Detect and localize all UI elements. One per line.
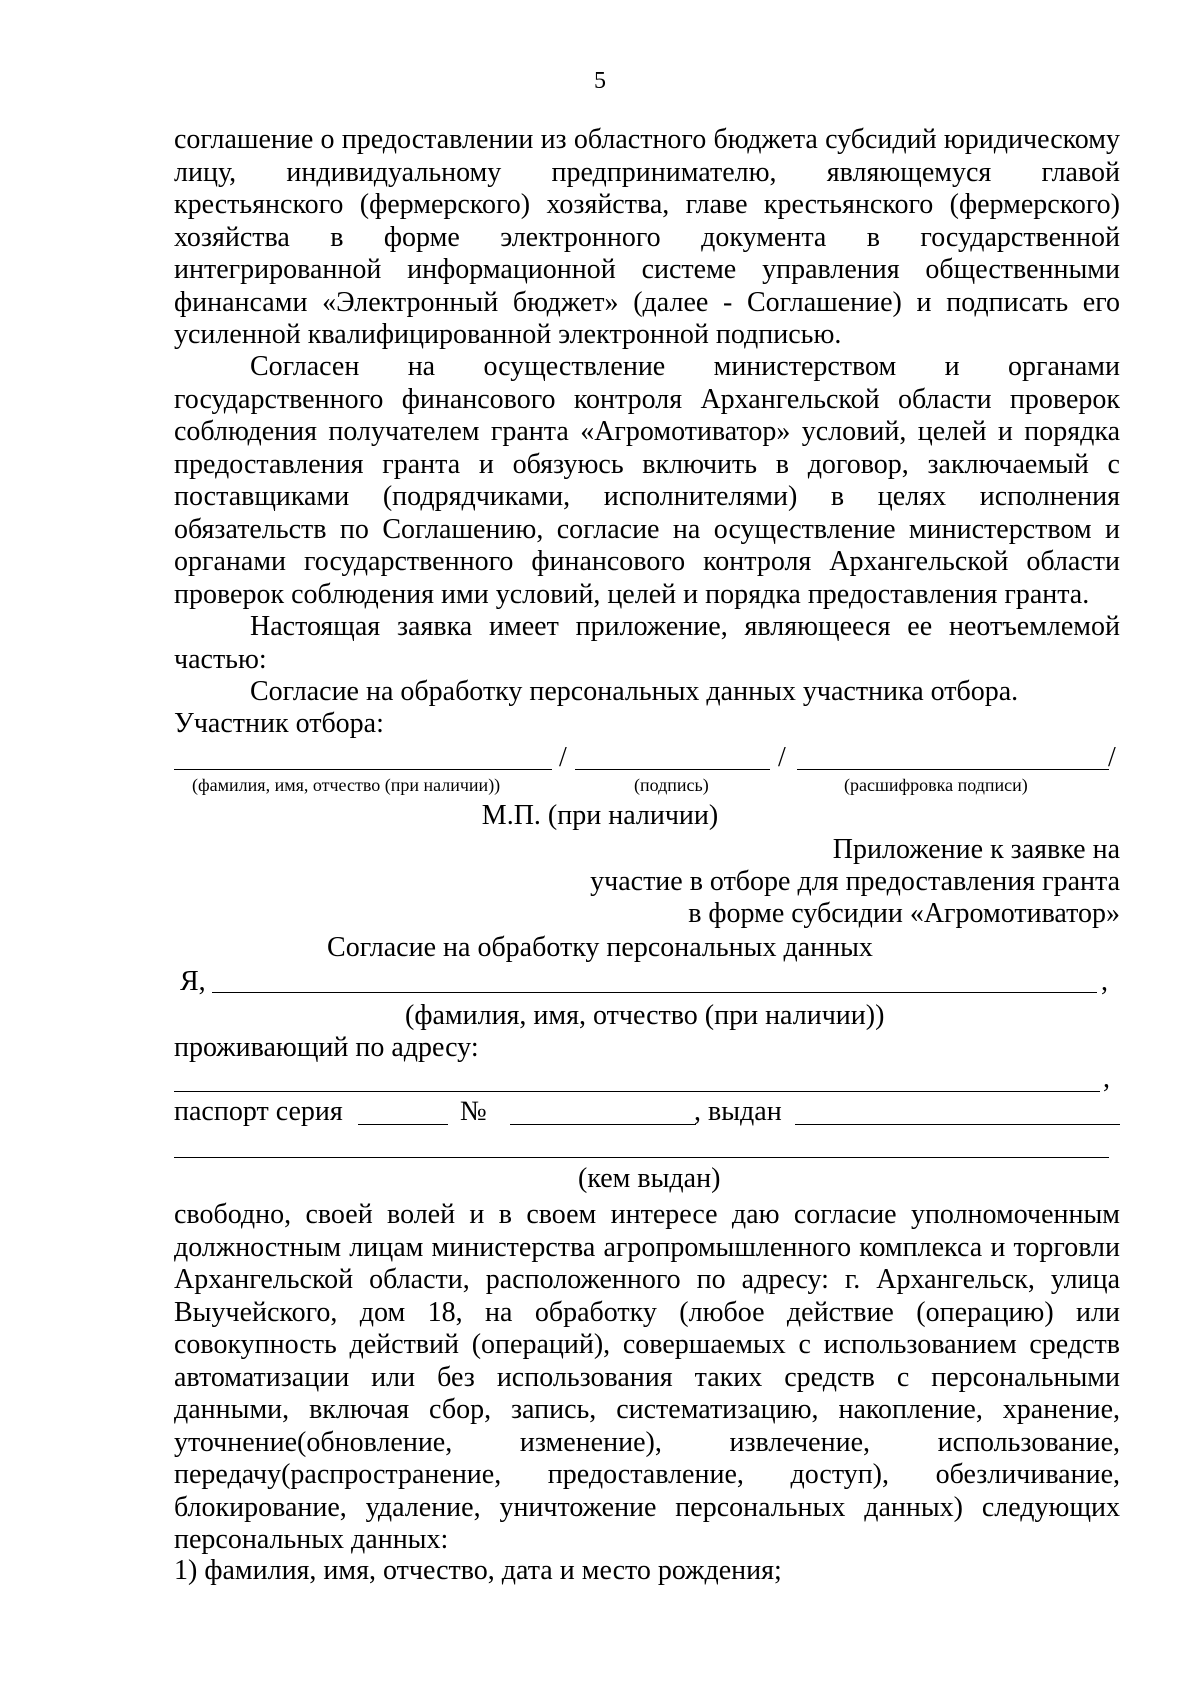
paragraph-appendix-item: Согласие на обработку персональных данных участника отбора.: [250, 676, 1019, 707]
signature-fio-line[interactable]: [174, 769, 552, 770]
caption-decode: (расшифровка подписи): [844, 775, 1028, 795]
appendix-heading-line-2: участие в отборе для предоставления гранта: [590, 866, 1120, 897]
address-label: проживающий по адресу:: [174, 1032, 479, 1063]
issued-by-line[interactable]: [174, 1157, 1109, 1158]
fio-line-comma: ,: [1101, 966, 1108, 997]
signature-decode-line[interactable]: [797, 769, 1109, 770]
paragraph-agreement: соглашение о предоставлении из областного бюджета субсидий юридическому лицу, индивидуальному предпринимателю, являющемуся главой крестьянского (фермерского) хозяйства, главе крестьянского (фермерского) хозяйства в форме электронного документа в государственной интегрированной информационной системе управления общественными финансами «Электронный бюджет» (далее - Соглашение) и подписать его усиленной квалифицированной электронной подписью.: [174, 124, 1120, 350]
slash-2: /: [778, 742, 786, 773]
address-line-comma: ,: [1103, 1063, 1110, 1094]
slash-1: /: [559, 742, 567, 773]
passport-number-sign: №: [460, 1096, 487, 1127]
page-number: 5: [594, 68, 606, 94]
mp-label: М.П. (при наличии): [481, 800, 719, 831]
participant-label: Участник отбора:: [174, 708, 384, 739]
signature-sign-line[interactable]: [575, 769, 770, 770]
paragraph-consent-inspections: Согласен на осуществление министерством и органами государственного финансового контроля Архангельской области проверок соблюдения получателем гранта «Агромотиватор» условий, целей и порядка предоставления гранта и обязуюсь включить в договор, заключаемый с поставщиками (подрядчиками, исполнителями) в целях исполнения обязательств по Соглашению, согласие на осуществление министерством и органами государственного финансового контроля Архангельской области проверок соблюдения ими условий, целей и порядка предоставления гранта.: [174, 351, 1120, 610]
caption-fio: (фамилия, имя, отчество (при наличии)): [192, 775, 501, 795]
appendix-heading-line-3: в форме субсидии «Агромотиватор»: [688, 898, 1120, 929]
paragraph-consent-body: свободно, своей волей и в своем интересе даю согласие уполномоченным должностным лицам министерства агропромышленного комплекса и торговли Архангельской области, расположенного по адресу: г. Архангельск, улица Выучейского, дом 18, на обработку (любое действие (операцию) или совокупность действий (операций), совершаемых с использованием средств автоматизации или без использования таких средств с персональными данными, включая сбор, запись, систематизацию, накопление, хранение, уточнение(обновление, изменение), извлечение, использование, передачу(распространение, предоставление, доступ), обезличивание, блокирование, удаление, уничтожение персональных данных) следующих персональных данных:: [174, 1199, 1120, 1555]
caption-sign: (подпись): [634, 775, 709, 795]
address-input-line[interactable]: [174, 1091, 1100, 1092]
passport-series-label: паспорт серия: [174, 1096, 343, 1127]
paragraph-appendix-note: Настоящая заявка имеет приложение, являющееся ее неотъемлемой частью:: [174, 611, 1120, 675]
list-item-1: 1) фамилия, имя, отчество, дата и место рождения;: [174, 1555, 782, 1586]
appendix-heading-line-1: Приложение к заявке на: [832, 834, 1120, 865]
consent-title: Согласие на обработку персональных данных: [327, 932, 873, 963]
slash-3: /: [1108, 742, 1116, 773]
passport-number-line[interactable]: [510, 1124, 696, 1125]
issued-by-caption: (кем выдан): [578, 1163, 721, 1194]
issued-line[interactable]: [795, 1124, 1120, 1125]
fio-caption: (фамилия, имя, отчество (при наличии)): [405, 1000, 885, 1031]
ya-label: Я,: [180, 966, 206, 997]
issued-label: , выдан: [694, 1096, 782, 1127]
passport-series-line[interactable]: [358, 1124, 448, 1125]
fio-input-line[interactable]: [212, 992, 1097, 993]
